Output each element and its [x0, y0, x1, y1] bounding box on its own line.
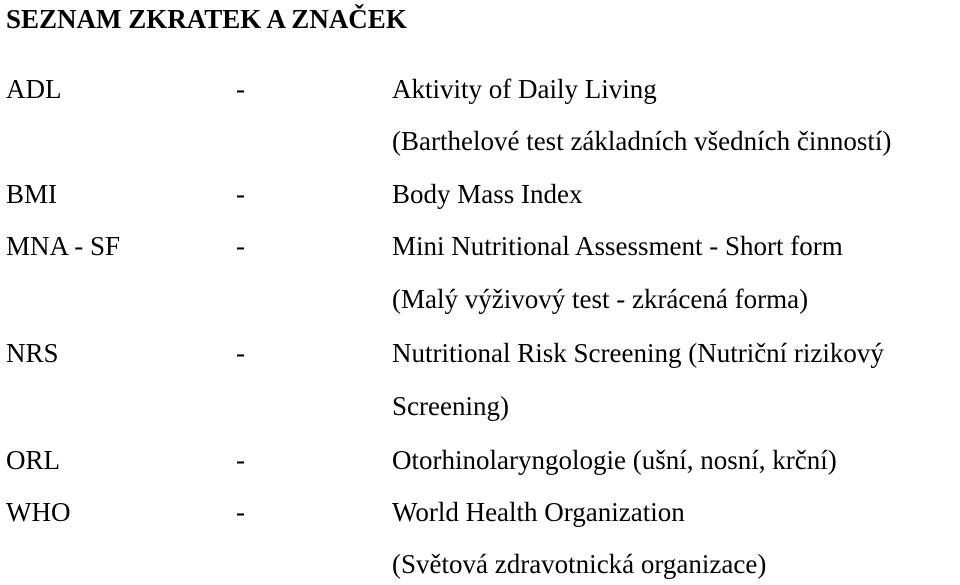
separator-dash: -	[236, 74, 245, 104]
entry-nrs	[0, 338, 960, 368]
definition-line: Nutritional Risk Screening (Nutriční rizikový	[392, 338, 884, 368]
abbreviation: ORL	[6, 445, 60, 475]
entry-bmi	[0, 179, 960, 209]
abbreviation: NRS	[6, 338, 59, 368]
abbreviation: MNA - SF	[6, 231, 121, 261]
separator-dash: -	[236, 338, 245, 368]
entry-adl-continuation	[0, 126, 960, 156]
separator-dash: -	[236, 231, 245, 261]
entry-who-continuation	[0, 549, 960, 579]
definition-line: (Malý výživový test - zkrácená forma)	[392, 284, 809, 314]
definition-line: Screening)	[392, 391, 509, 421]
entry-orl	[0, 445, 960, 475]
abbreviation: WHO	[6, 497, 71, 527]
entry-mna-sf-continuation	[0, 284, 960, 314]
definition-line: (Světová zdravotnická organizace)	[392, 549, 767, 579]
entry-nrs-continuation	[0, 391, 960, 421]
abbreviation: ADL	[6, 74, 62, 104]
entry-adl	[0, 74, 960, 104]
definition-line: Otorhinolaryngologie (ušní, nosní, krční)	[392, 445, 837, 475]
definition-line: Body Mass Index	[392, 179, 583, 209]
abbreviation: BMI	[6, 179, 58, 209]
entry-mna-sf	[0, 231, 960, 261]
definition-line: (Barthelové test základních všedních činností)	[392, 126, 892, 156]
page-title: SEZNAM ZKRATEK A ZNAČEK	[6, 4, 407, 34]
separator-dash: -	[236, 497, 245, 527]
definition-line: Aktivity of Daily Living	[392, 74, 657, 104]
definition-line: Mini Nutritional Assessment - Short form	[392, 231, 843, 261]
definition-line: World Health Organization	[392, 497, 685, 527]
separator-dash: -	[236, 445, 245, 475]
entry-who	[0, 497, 960, 527]
separator-dash: -	[236, 179, 245, 209]
